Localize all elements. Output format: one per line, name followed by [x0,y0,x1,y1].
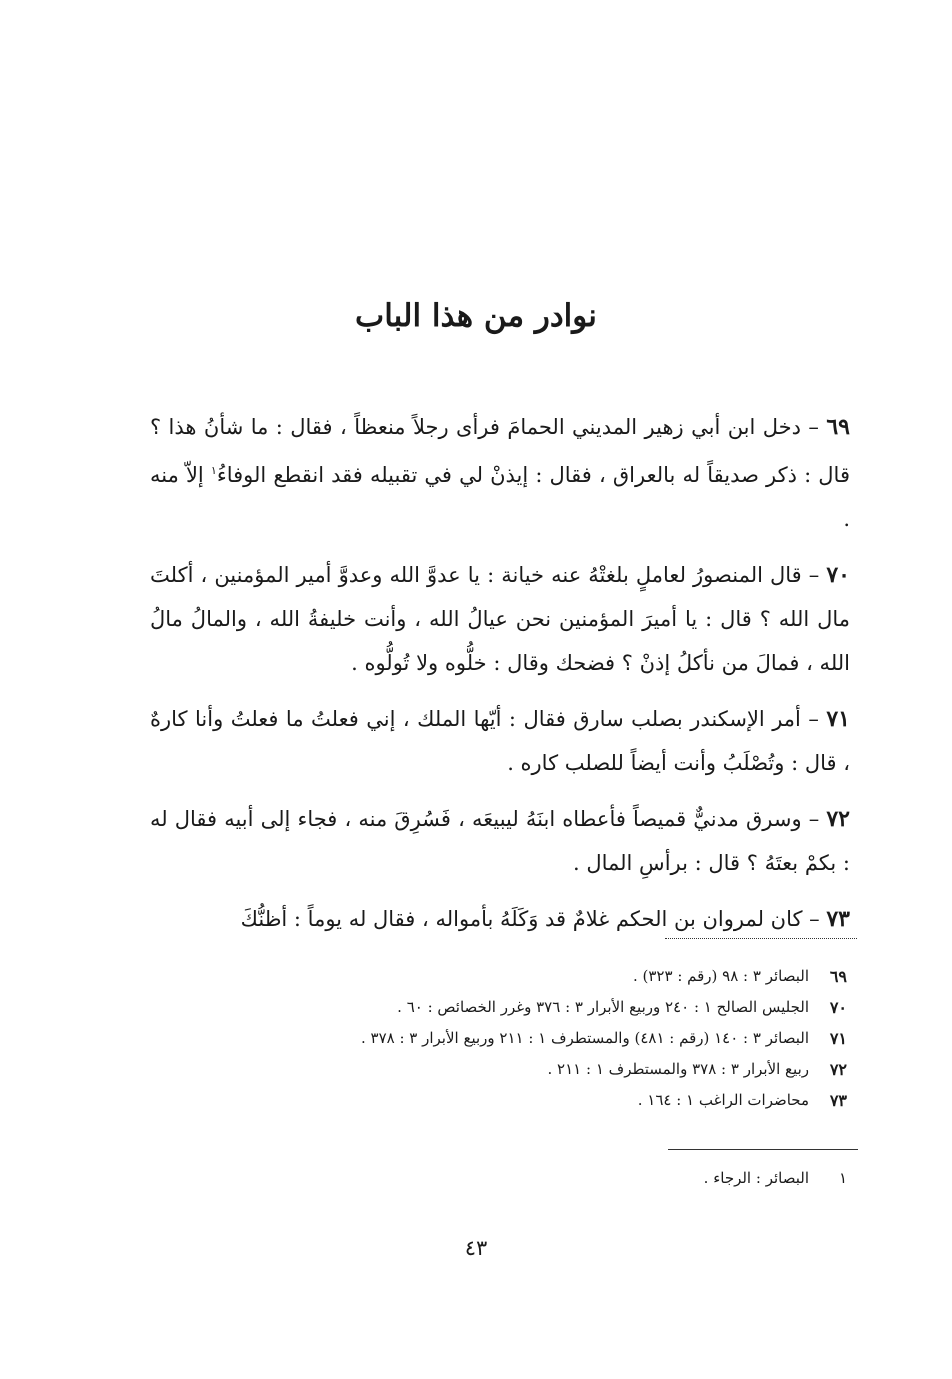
reference-text: ربيع الأبرار ٣ : ٣٧٨ والمستطرف ١ : ٢١١ . [547,1060,809,1078]
paragraph-71 [150,697,850,785]
reference-number: ٧٢ [829,1060,847,1079]
paragraph-number: ٦٩ [826,414,850,440]
paragraph-text: – قال المنصورُ لعاملٍ بلغتْهُ عنه خيانة : يا عدوَّ الله وعدوَّ أمير المؤمنين ، أكلتَ مال الله ؟ قال : يا أميرَ المؤمنين نحن عيالُ الله ، وأنت خليفةُ الله ، والمالُ مالُ الله ، فمالَ من نأكلُ إذنْ ؟ فضحك وقال : خلُّوه ولا تُولُّوه . [150,563,850,675]
reference-text: البصائر ٣ : ٩٨ (رقم : ٣٢٣) . [632,967,809,985]
reference-item [150,1023,847,1054]
footnote-number: ١ [838,1169,847,1187]
paragraph-text-continued: إلاّ منه . [150,463,850,531]
reference-item [150,1085,847,1116]
paragraph-number: ٧١ [826,706,850,732]
reference-item [150,1054,847,1085]
reference-number: ٦٩ [829,967,847,986]
paragraph-text: – وسرق مدنيٌّ قميصاً فأعطاه ابنَهُ ليبيعَه ، فَسُرِقَ منه ، فجاء إلى أبيه فقال له : بكمْ بعتَهُ ؟ قال : برأسِ المال . [150,807,850,875]
footnote-text: البصائر : الرجاء . [703,1169,809,1187]
reference-item [150,961,847,992]
references-list [150,961,847,1116]
paragraph-69 [150,405,850,541]
paragraph-number: ٧٢ [826,806,850,832]
paragraph-number: ٧٠ [826,562,850,588]
main-text [150,405,850,953]
section-title: نوادر من هذا الباب [355,298,597,334]
paragraph-text: – دخل ابن أبي زهير المديني الحمامَ فرأى رجلاً منعظاً ، فقال : ما شأنُ هذا ؟ قال : ذكر صديقاً له بالعراق ، فقال : إيذنْ لي في تقبيله فقد انقطع الوفاءُ [150,415,850,487]
footnote-divider [668,1149,858,1150]
footnote [150,1163,847,1193]
reference-item [150,992,847,1023]
reference-text: الجليس الصالح ١ : ٢٤٠ وربيع الأبرار ٣ : ٣٧٦ وغرر الخصائص : ٦٠ . [397,998,809,1016]
reference-text: محاضرات الراغب ١ : ١٦٤ . [637,1091,809,1109]
paragraph-text: – كان لمروان بن الحكم غلامٌ قد وَكَلَهُ بأمواله ، فقال له يوماً : أظنُّكَ [240,907,820,931]
paragraph-72 [150,797,850,885]
paragraph-73 [150,897,850,941]
reference-text: البصائر ٣ : ١٤٠ (رقم : ٤٨١) والمستطرف ١ : ٢١١ وربيع الأبرار ٣ : ٣٧٨ . [360,1029,809,1047]
paragraph-number: ٧٣ [826,906,850,932]
reference-number: ٧٠ [829,998,847,1017]
page-number: ٤٣ [464,1236,488,1260]
references-divider [665,938,857,939]
reference-number: ٧٣ [829,1091,847,1110]
paragraph-text: – أمر الإسكندر بصلب سارق فقال : أيّها الملك ، إني فعلتُ ما فعلتُ وأنا كارهٌ ، قال : وتُصْلَبُ وأنت أيضاً للصلب كاره . [150,707,850,775]
paragraph-70 [150,553,850,685]
footnote-marker[interactable]: ١ [210,464,217,477]
reference-number: ٧١ [829,1029,847,1048]
